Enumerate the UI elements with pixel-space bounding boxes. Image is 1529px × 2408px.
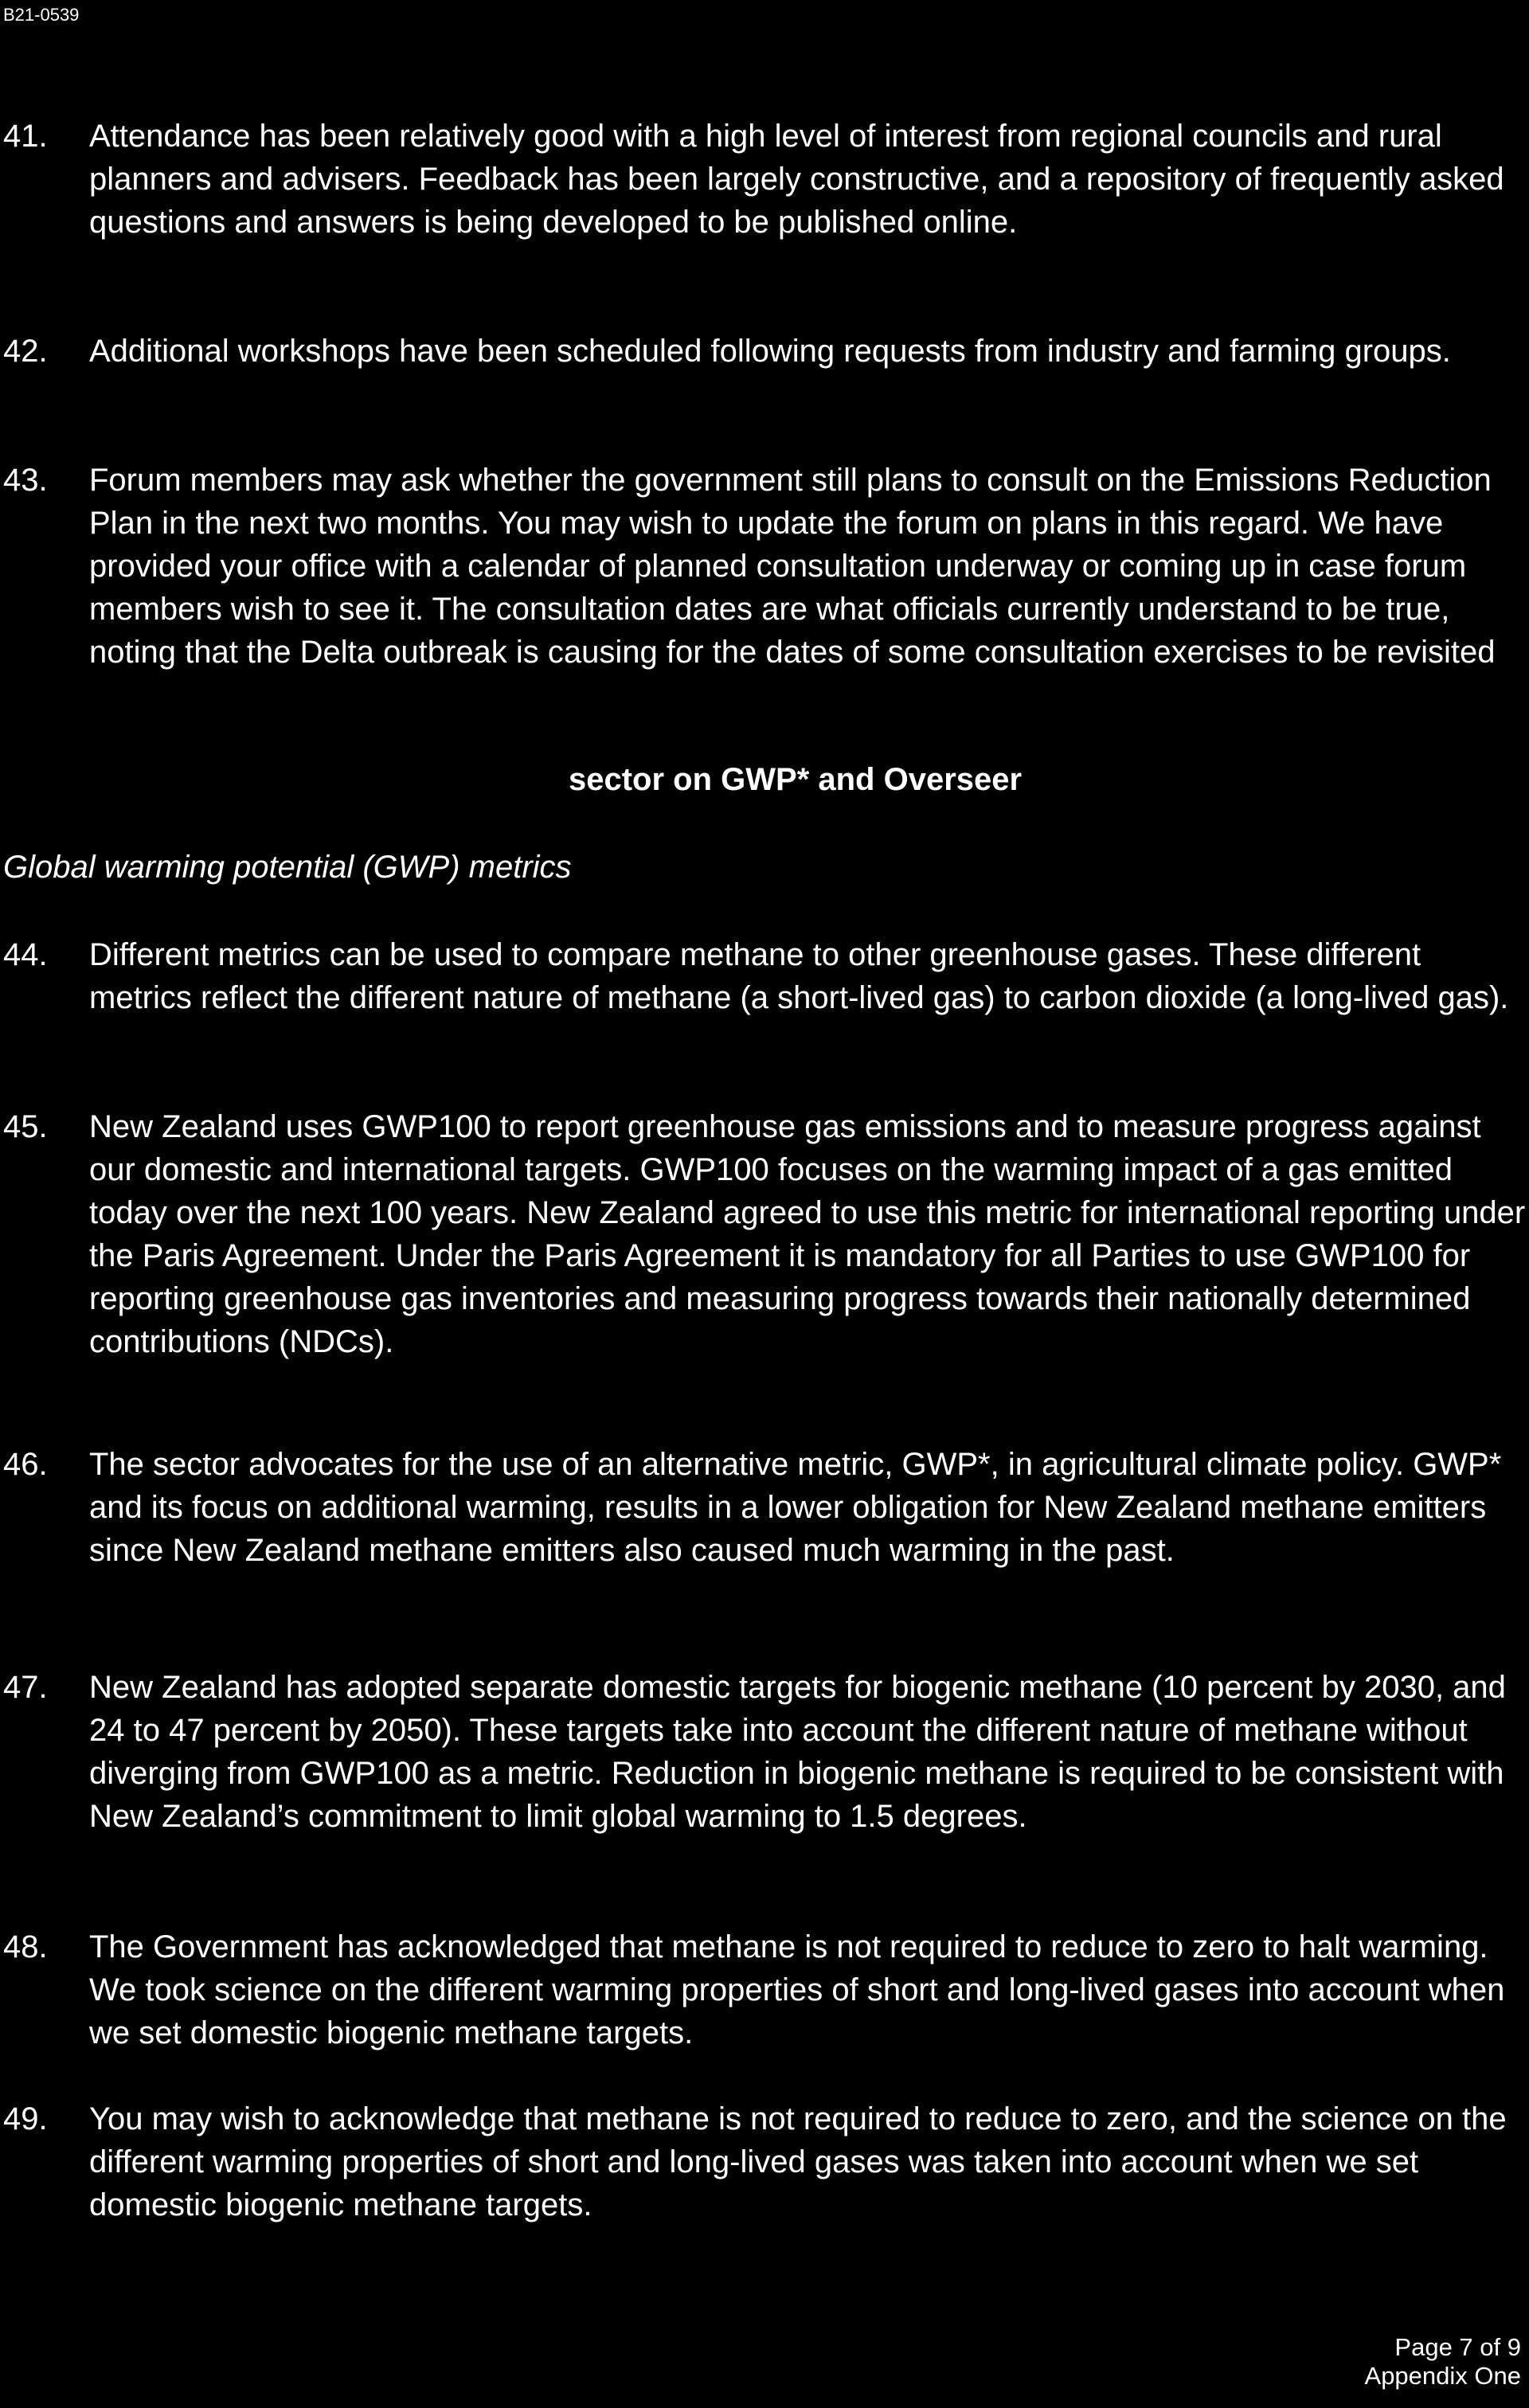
paragraph-number: 48. (3, 1929, 48, 1964)
paragraph-text: New Zealand uses GWP100 to report greenhouse gas emissions and to measure progress against our domestic and international targets. GWP100 focuses on the warming impact of a gas emitted today over the next 100 years. New Zealand agreed to use this metric for international reporting under the Paris Agreement. Under the Paris Agreement it is mandatory for all Parties to use GWP100 for reporting greenhouse gas inventories and measuring progress towards their nationally determined contributions (NDCs). (89, 1109, 1526, 1359)
paragraph-41 (0, 115, 1526, 244)
page-footer (1365, 2333, 1521, 2390)
document-reference: B21-0539 (3, 5, 80, 25)
paragraph-number: 44. (3, 937, 48, 972)
paragraph-42 (0, 330, 1526, 373)
subheading: Global warming potential (GWP) metrics (3, 850, 572, 885)
paragraph-text: Forum members may ask whether the government still plans to consult on the Emissions Reduction Plan in the next two months. You may wish to update the forum on plans in this regard. We have provided your office with a calendar of planned consultation underway or coming up in case forum members wish to see it. The consultation dates are what officials currently understand to be true, noting that the Delta outbreak is causing for the dates of some consultation exercises to be revisited (89, 463, 1496, 670)
paragraph-46 (0, 1443, 1526, 1572)
paragraph-number: 45. (3, 1109, 48, 1144)
paragraph-47 (0, 1666, 1526, 1838)
paragraph-48 (0, 1925, 1526, 2054)
page-number: Page 7 of 9 (1394, 2333, 1521, 2361)
paragraph-text: The sector advocates for the use of an alternative metric, GWP*, in agricultural climate policy. GWP* and its focus on additional warming, results in a lower obligation for New Zealand methane emitters since New Zealand methane emitters also caused much warming in the past. (89, 1447, 1502, 1568)
paragraph-number: 49. (3, 2101, 48, 2136)
paragraph-text: Different metrics can be used to compare methane to other greenhouse gases. These different metrics reflect the different nature of methane (a short-lived gas) to carbon dioxide (a long-lived gas). (89, 937, 1509, 1015)
paragraph-45 (0, 1105, 1526, 1363)
paragraph-text: Attendance has been relatively good with a high level of interest from regional councils and rural planners and advisers. Feedback has been largely constructive, and a repository of frequently asked questions and answers is being developed to be published online. (89, 119, 1504, 240)
paragraph-number: 43. (3, 463, 48, 498)
paragraph-number: 47. (3, 1670, 48, 1705)
paragraph-text: You may wish to acknowledge that methane is not required to reduce to zero, and the science on the different warming properties of short and long-lived gases was taken into account when we set domestic biogenic methane targets. (89, 2101, 1507, 2222)
paragraph-text: New Zealand has adopted separate domestic targets for biogenic methane (10 percent by 2030, and 24 to 47 percent by 2050). These targets take into account the different nature of methane without diverging from GWP100 as a metric. Reduction in biogenic methane is required to be consistent with New Zealand’s commitment to limit global warming to 1.5 degrees. (89, 1670, 1506, 1834)
paragraph-number: 42. (3, 334, 48, 369)
paragraph-49 (0, 2097, 1526, 2226)
paragraph-number: 46. (3, 1447, 48, 1482)
paragraph-text: The Government has acknowledged that methane is not required to reduce to zero to halt warming. We took science on the different warming properties of short and long-lived gases into account when we set domestic biogenic methane targets. (89, 1929, 1505, 2050)
paragraph-number: 41. (3, 119, 48, 154)
paragraph-text: Additional workshops have been scheduled following requests from industry and farming groups. (89, 334, 1451, 369)
paragraph-43 (0, 459, 1526, 674)
appendix-label: Appendix One (1364, 2362, 1521, 2390)
paragraph-44 (0, 933, 1526, 1019)
section-heading: sector on GWP* and Overseer (569, 762, 1023, 797)
